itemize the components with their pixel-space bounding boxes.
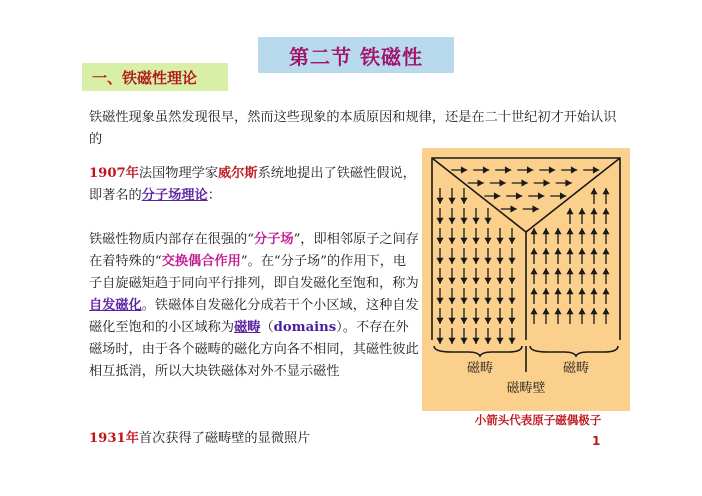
arrow-down-head [496,298,503,304]
arrow-down-head [448,298,455,304]
arrow-right-head [571,166,577,173]
arrow-down-head [508,278,515,284]
body-text-4: 。铁磁体自发磁化分成若干个小区域，这种自发磁化至饱和的小区域称为 [89,298,419,335]
arrow-down-head [436,198,443,204]
arrow-up-head [542,268,549,274]
term-domains-en: domains [273,320,337,335]
arrow-down-head [508,318,515,324]
arrow-right-head [461,166,467,173]
text-1907-b: 系统地提出了铁磁性假说，即著名的 [89,166,416,203]
body-text-1: 铁磁性物质内部存在很强的“ [89,232,254,247]
text-1907-a: 法国物理学家 [138,166,219,181]
arrow-right-head [494,192,500,199]
arrow-right-head [593,166,599,173]
arrow-up-head [602,248,609,254]
molecular-field-theory-link[interactable]: 分子场理论 [141,188,208,203]
arrow-up-head [566,228,573,234]
arrow-down-head [484,218,491,224]
arrow-up-head [566,288,573,294]
arrow-up-head [542,228,549,234]
arrow-up-head [530,308,537,314]
arrow-right-head [521,179,527,186]
arrow-right-head [483,166,489,173]
year-1931: 1931年 [89,431,139,446]
body-text-6: ）。不存在外磁场时，由于各个磁畴的磁化方向各不相同，其磁性彼此相互抵消，所以大块铁磁体对外不显示磁性 [89,320,419,379]
arrow-up-head [602,228,609,234]
body-text-2: ”，即相邻原子之间存在着特殊的“ [89,232,419,269]
arrow-right-head [499,179,505,186]
arrow-right-head [543,179,549,186]
domain-wall-left [432,158,526,232]
arrow-up-head [566,308,573,314]
domain-diagram [422,148,630,411]
arrow-up-head [590,288,597,294]
arrow-up-head [578,208,585,214]
name-weiss: 威尔斯 [218,166,258,181]
arrow-up-head [578,308,585,314]
arrow-down-head [448,198,455,204]
arrow-down-head [472,218,479,224]
intro-paragraph: 铁磁性现象虽然发现很早，然而这些现象的本质原因和规律，还是在二十世纪初才开始认识的 [89,110,617,147]
term-exchange-coupling: 交换偶合作用 [161,254,241,269]
arrow-down-head [460,298,467,304]
arrow-up-head [590,208,597,214]
arrow-down-head [460,258,467,264]
arrow-down-head [436,298,443,304]
arrow-down-head [508,238,515,244]
arrow-up-head [578,248,585,254]
term-molecular-field: 分子场 [254,232,294,247]
arrow-down-head [484,318,491,324]
arrow-down-head [472,258,479,264]
arrow-right-head [527,166,533,173]
arrow-up-head [554,248,561,254]
arrow-right-head [516,192,522,199]
year-1907: 1907年 [89,166,139,181]
paragraph-1931 [89,428,419,450]
arrow-down-head [496,318,503,324]
arrow-down-head [436,218,443,224]
body-paragraph [89,229,419,383]
arrow-up-head [602,288,609,294]
arrow-up-head [530,268,537,274]
arrow-up-head [566,248,573,254]
arrow-down-head [448,338,455,344]
domain-link[interactable]: 磁畴 [234,320,261,335]
figure-caption: 小箭头代表原子磁偶极子 [474,413,602,427]
arrow-right-head [560,192,566,199]
page-number: 1 [592,434,601,448]
text-1907-c: ： [207,188,221,203]
arrow-up-head [590,188,597,194]
arrow-down-head [484,278,491,284]
arrow-down-head [448,238,455,244]
arrow-up-head [554,288,561,294]
arrow-down-head [496,238,503,244]
arrow-up-head [530,288,537,294]
arrow-down-head [508,298,515,304]
dipole-arrows [436,166,609,344]
arrow-right-head [505,166,511,173]
arrow-down-head [448,278,455,284]
arrow-down-head [484,258,491,264]
arrow-right-head [532,205,538,212]
arrow-down-head [472,298,479,304]
arrow-down-head [472,338,479,344]
arrow-up-head [530,248,537,254]
arrow-right-head [549,166,555,173]
arrow-down-head [472,278,479,284]
arrow-up-head [566,268,573,274]
arrow-right-head [538,192,544,199]
brace-left [434,346,522,356]
section-heading: 一、铁磁性理论 [82,63,228,91]
arrow-down-head [496,258,503,264]
arrow-right-head [477,179,483,186]
arrow-down-head [508,338,515,344]
arrow-down-head [484,238,491,244]
arrow-down-head [436,318,443,324]
label-domain-right: 磁畴 [562,361,590,376]
arrow-down-head [496,278,503,284]
arrow-up-head [590,228,597,234]
arrow-down-head [460,238,467,244]
arrow-up-head [542,308,549,314]
arrow-down-head [436,338,443,344]
arrow-down-head [472,238,479,244]
arrow-up-head [554,228,561,234]
arrow-down-head [436,258,443,264]
page-title: 第二节 铁磁性 [258,37,454,73]
arrow-up-head [590,268,597,274]
arrow-down-head [484,338,491,344]
arrow-up-head [542,248,549,254]
text-1931: 首次获得了磁畴壁的显微照片 [138,431,311,446]
label-domain-left: 磁畴 [466,361,494,376]
arrow-down-head [496,338,503,344]
arrow-down-head [508,258,515,264]
arrow-right-head [565,179,571,186]
arrow-up-head [542,288,549,294]
arrow-up-head [602,188,609,194]
body-text-3: ”。在“分子场”的作用下，电子自旋磁矩趋于同向平行排列，即自发磁化至饱和，称为 [89,254,419,291]
arrow-down-head [460,318,467,324]
arrow-down-head [436,278,443,284]
arrow-down-head [472,318,479,324]
arrow-up-head [554,268,561,274]
arrow-down-head [460,198,467,204]
arrow-up-head [566,208,573,214]
arrow-up-head [530,228,537,234]
arrow-down-head [484,298,491,304]
arrow-up-head [578,268,585,274]
brace-right [530,346,618,356]
arrow-down-head [448,218,455,224]
arrow-up-head [578,228,585,234]
arrow-up-head [578,288,585,294]
arrow-down-head [460,338,467,344]
body-text-5: （ [260,320,274,335]
spontaneous-magnetization-link[interactable]: 自发磁化 [89,298,142,313]
arrow-up-head [590,248,597,254]
arrow-up-head [554,308,561,314]
arrow-up-head [590,308,597,314]
magnetic-domain-figure [422,148,630,411]
arrow-down-head [448,258,455,264]
arrow-down-head [436,238,443,244]
arrow-right-head [510,205,516,212]
arrow-down-head [448,318,455,324]
arrow-down-head [460,278,467,284]
paragraph-1907 [89,163,419,207]
arrow-up-head [602,268,609,274]
arrow-down-head [460,218,467,224]
label-domain-wall: 磁畴壁 [506,381,546,396]
arrow-up-head [602,308,609,314]
arrow-up-head [602,208,609,214]
